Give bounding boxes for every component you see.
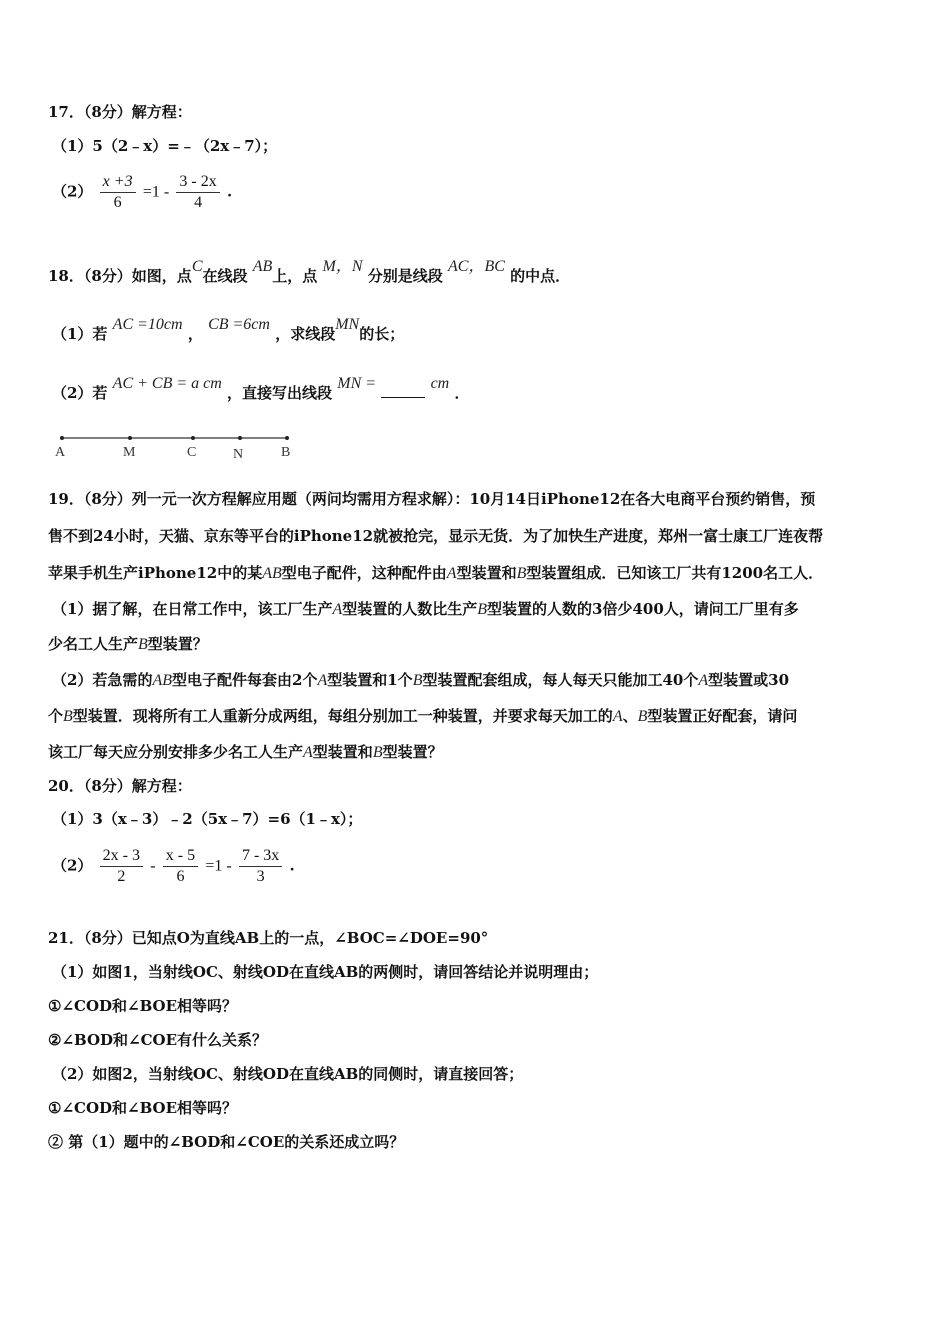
q19-line-7-text-c: 、 — [622, 707, 638, 725]
q17-part1: （1）5（2﹣x）=﹣（2x﹣7）； — [52, 137, 278, 155]
q19-line-4-a: A — [332, 601, 343, 618]
point-b-dot — [285, 436, 289, 440]
q19-line-1: 19．（8分）列一元一次方程解应用题（两问均需用方程求解）：10月14日iPhone12在各大电商平台预约销售，预 — [48, 490, 816, 508]
point-c-dot — [191, 436, 195, 440]
point-b-label: B — [281, 445, 291, 460]
q20-period: . — [289, 856, 295, 875]
q21-line-6: ② 第（1）题中的∠BOD和∠COE的关系还成立吗？ — [48, 1133, 405, 1151]
q17-equals: =1 - — [142, 183, 170, 201]
q19-line-6-a: A — [317, 672, 328, 689]
point-a-label: A — [55, 445, 66, 460]
q19-line-7-b: B — [63, 708, 73, 725]
q19-line-3-text-a: 苹果手机生产iPhone12中的某 — [48, 564, 263, 582]
q19-line-5 — [48, 634, 208, 655]
q18-title — [48, 258, 571, 287]
q19-line-8-a: A — [303, 744, 313, 761]
q18-part1-text-b: ，求线段 — [275, 325, 336, 343]
q18-part1-comma: ， — [187, 325, 203, 343]
q19-line-7-text-d: 型装置正好配套，请问 — [647, 707, 798, 725]
q19-line-8-text-a: 该工厂每天应分别安排多少名工人生产 — [48, 743, 304, 761]
q18-segment-ab: AB — [252, 258, 273, 275]
q18-title-text-a: 18．（8分）如图，点 — [48, 267, 192, 285]
q18-part2-period: ． — [454, 384, 470, 402]
q19-line-6 — [52, 670, 789, 691]
q19-line-6-ab: AB — [152, 672, 172, 689]
q21-line-3: ②∠BOD和∠COE有什么关系？ — [48, 1031, 268, 1049]
q19-line-6-text-d: 型装置配套组成，每人每天只能加工40个 — [422, 671, 699, 689]
q18-part2-text-b: ，直接写出线段 — [227, 384, 333, 402]
q18-part2-mn: MN = — [337, 375, 377, 392]
q20-fraction-3-numerator: 7 - 3x — [239, 846, 282, 867]
q18-part1 — [52, 316, 405, 345]
q18-title-text-d: 上，点 — [272, 267, 318, 285]
q19-line-3-text-c: 型装置和 — [456, 564, 517, 582]
q19-line-3-ab: AB — [262, 565, 282, 582]
q17-part2 — [52, 172, 232, 213]
q19-line-4-b: B — [477, 601, 488, 618]
q19-line-6-b: B — [412, 672, 423, 689]
q20-part2 — [52, 846, 295, 887]
q17-fraction-2-numerator: 3 - 2x — [176, 172, 219, 193]
point-c-label: C — [187, 445, 197, 460]
point-n-label: N — [233, 447, 244, 462]
q20-fraction-2 — [163, 846, 198, 887]
q18-points-mn: M，N — [322, 258, 363, 275]
q18-title-text-f: 的中点． — [510, 267, 571, 285]
q18-part1-text-a: （1）若 — [52, 325, 108, 343]
q18-part1-ac: AC =10cm — [112, 316, 183, 333]
q17-fraction-2 — [176, 172, 219, 213]
q19-line-7 — [48, 706, 797, 727]
q19-line-6-text-c: 型装置和1个 — [327, 671, 413, 689]
q19-line-5-text-a: 少名工人生产 — [48, 635, 139, 653]
segment-line-diagram — [50, 428, 310, 468]
q17-fraction-2-denominator: 4 — [194, 194, 203, 211]
q20-minus: - — [150, 857, 156, 875]
q18-part1-cb: CB =6cm — [208, 316, 270, 333]
answer-blank — [381, 383, 425, 398]
q20-fraction-2-numerator: x - 5 — [163, 846, 198, 867]
q19-line-3 — [48, 563, 823, 584]
q21-line-2: ①∠COD和∠BOE相等吗？ — [48, 997, 238, 1015]
q20-fraction-2-denominator: 6 — [176, 868, 185, 885]
q17-part2-label: （2） — [52, 182, 93, 201]
q17-title: 17．（8分）解方程： — [48, 103, 192, 121]
q19-line-3-text-d: 型装置组成．已知该工厂共有1200名工人． — [526, 564, 824, 582]
q19-line-6-text-a: （2）若急需的 — [52, 671, 153, 689]
q20-fraction-3 — [239, 846, 282, 887]
q19-line-4-text-a: （1）据了解，在日常工作中，该工厂生产 — [52, 600, 333, 618]
q19-line-6-text-e: 型装置或30 — [708, 671, 790, 689]
q19-line-8-b: B — [372, 744, 383, 761]
q18-point-c: C — [191, 258, 203, 275]
q19-line-3-a: A — [446, 565, 457, 582]
q17-period: . — [226, 182, 233, 201]
q19-line-4-text-b: 型装置的人数比生产 — [342, 600, 478, 618]
q18-part1-mn: MN — [335, 316, 360, 333]
q19-line-2: 售不到24小时，天猫、京东等平台的iPhone12就被抢完，显示无货．为了加快生产进度，郑州一富士康工厂连夜帮 — [48, 527, 824, 545]
q20-title: 20．（8分）解方程： — [48, 777, 192, 795]
q20-fraction-1 — [100, 846, 143, 887]
q18-segment-figure — [50, 428, 310, 468]
q18-part2-text-a: （2）若 — [52, 384, 108, 402]
q20-part1: （1）3（x﹣3）﹣2（5x﹣7）=6（1﹣x）； — [52, 810, 363, 828]
point-m-dot — [128, 436, 132, 440]
q18-part2-unit: cm — [430, 375, 450, 392]
q19-line-6-text-b: 型电子配件每套由2个 — [172, 671, 318, 689]
q20-fraction-3-denominator: 3 — [256, 868, 265, 885]
q19-line-8-text-b: 型装置和 — [312, 743, 373, 761]
q17-fraction-1 — [100, 172, 136, 213]
q17-fraction-1-denominator: 6 — [113, 194, 122, 211]
q19-line-7-text-a: 个 — [48, 707, 64, 725]
q19-line-3-b: B — [516, 565, 527, 582]
q19-line-4 — [52, 599, 799, 620]
point-n-dot — [238, 436, 242, 440]
q19-line-5-text-b: 型装置？ — [147, 635, 208, 653]
q18-segments-ac-bc: AC，BC — [448, 258, 505, 275]
q19-line-6-a2: A — [698, 672, 709, 689]
q21-line-1: （1）如图1，当射线OC、射线OD在直线AB的两侧时，请回答结论并说明理由； — [52, 963, 599, 981]
q19-line-4-text-c: 型装置的人数的3倍少400人，请问工厂里有多 — [487, 600, 799, 618]
q17-fraction-1-numerator: x +3 — [100, 172, 136, 193]
q21-line-5: ①∠COD和∠BOE相等吗？ — [48, 1099, 238, 1117]
q19-line-7-a: A — [612, 708, 623, 725]
q19-line-7-b2: B — [637, 708, 648, 725]
q20-equals: =1 - — [205, 857, 232, 875]
q19-line-7-text-b: 型装置．现将所有工人重新分成两组，每组分别加工一种装置，并要求每天加工的 — [72, 707, 613, 725]
q21-line-4: （2）如图2，当射线OC、射线OD在直线AB的同侧时，请直接回答； — [52, 1065, 524, 1083]
q19-line-8-text-c: 型装置？ — [382, 743, 443, 761]
q21-title: 21．（8分）已知点O为直线AB上的一点，∠BOC=∠DOE=90° — [48, 929, 489, 947]
q18-part2-expression: AC + CB = a cm — [112, 375, 222, 392]
q19-line-8 — [48, 742, 443, 763]
point-m-label: M — [123, 445, 136, 460]
q20-fraction-1-denominator: 2 — [117, 868, 126, 885]
q18-part1-text-c: 的长； — [359, 325, 405, 343]
point-a-dot — [60, 436, 64, 440]
q18-title-text-b: 在线段 — [202, 267, 248, 285]
q20-part2-label: （2） — [52, 856, 93, 875]
q19-line-3-text-b: 型电子配件，这种配件由 — [281, 564, 447, 582]
q20-fraction-1-numerator: 2x - 3 — [100, 846, 143, 867]
q18-part2 — [52, 375, 470, 404]
q18-title-text-e: 分别是线段 — [367, 267, 443, 285]
q19-line-5-b: B — [138, 636, 148, 653]
